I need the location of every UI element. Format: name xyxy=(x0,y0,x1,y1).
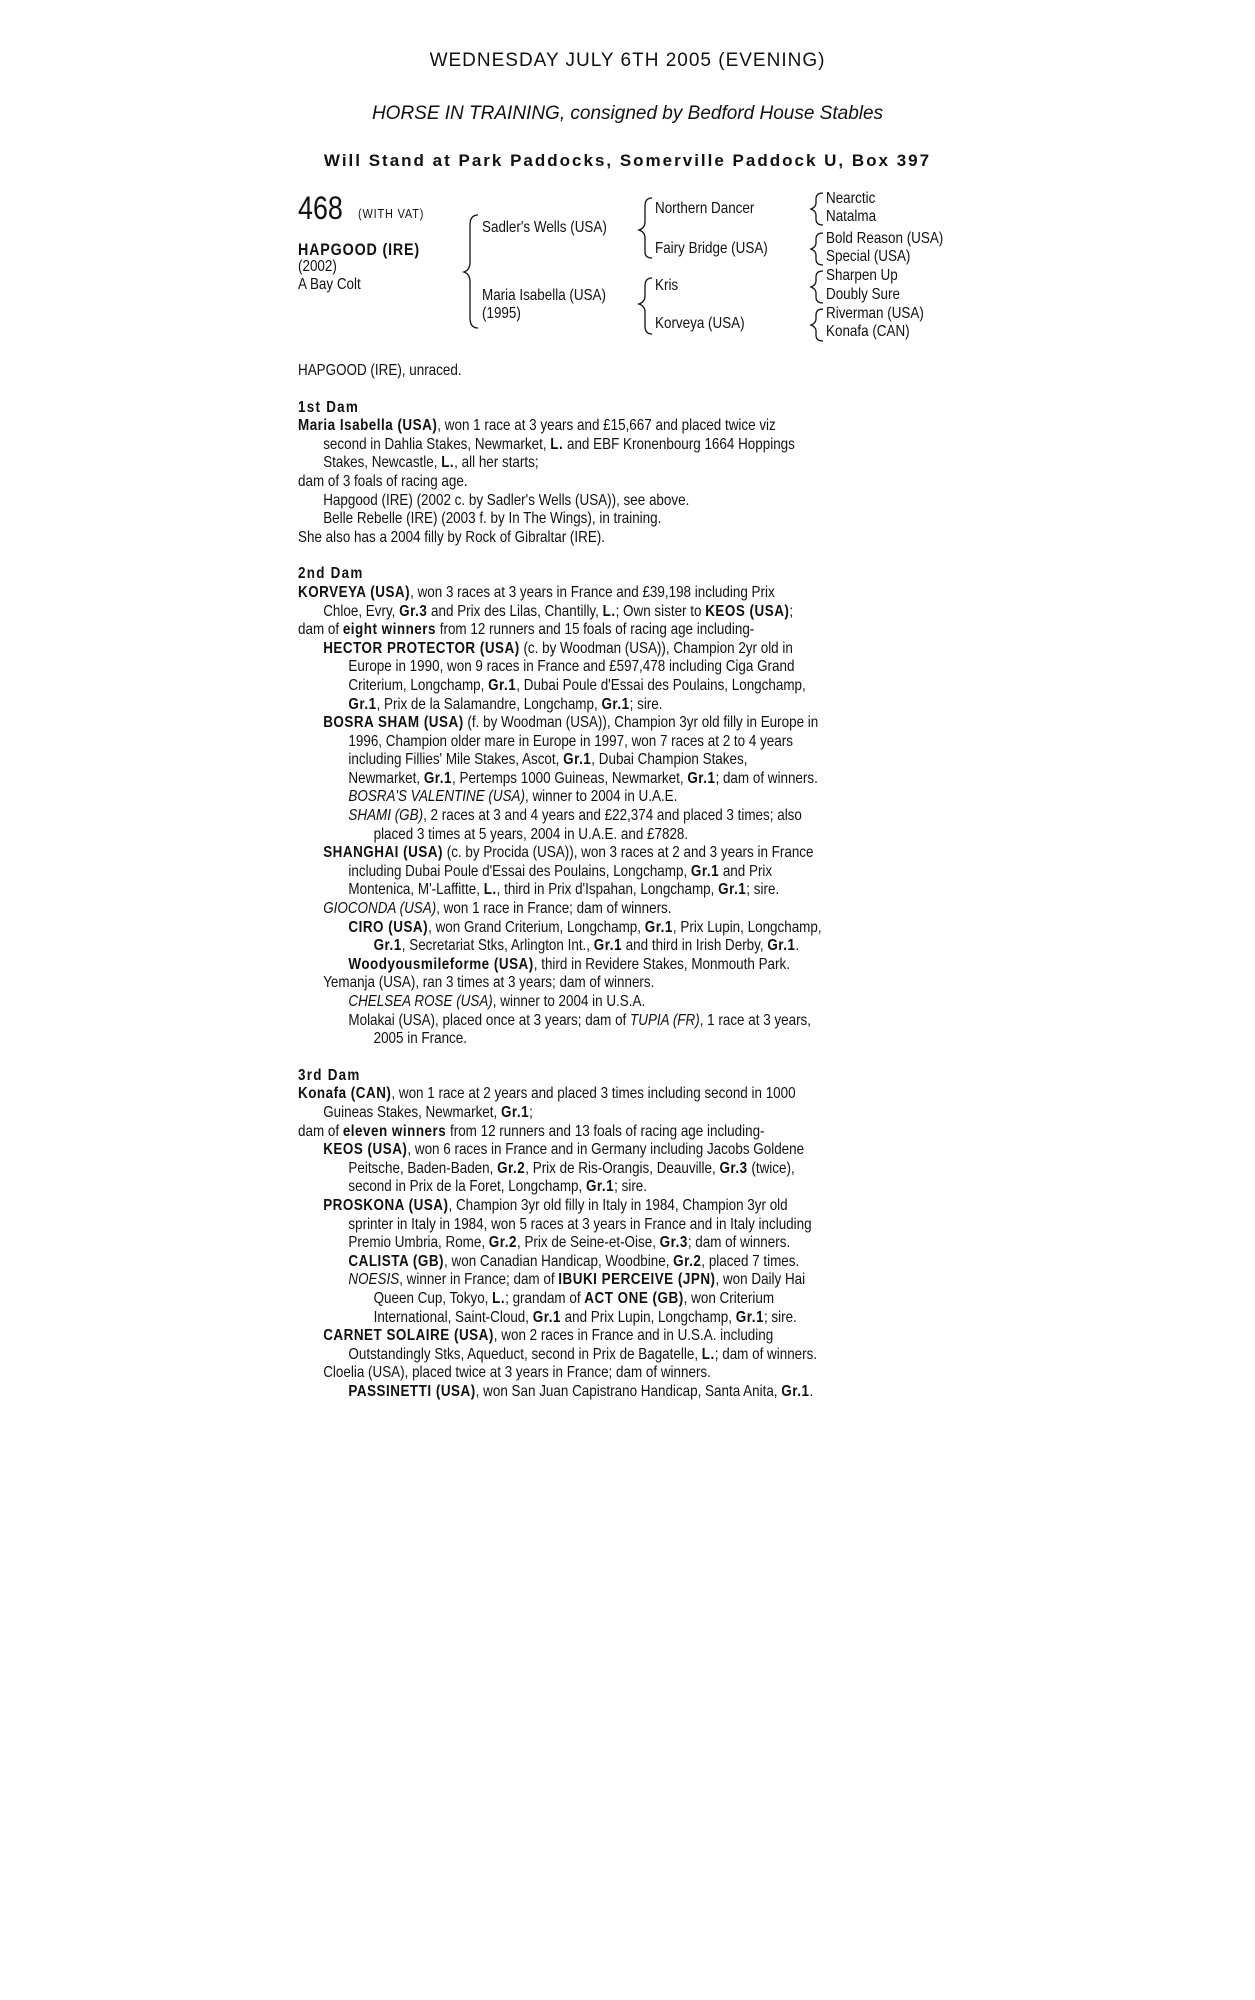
bosras-valentine-line: BOSRA'S VALENTINE (USA), winner to 2004 in U.A.E. xyxy=(348,788,678,806)
pedigree-sd-sire: Bold Reason (USA) xyxy=(826,230,944,247)
molakai-line-1: Molakai (USA), placed once at 3 years; dam of TUPIA (FR), 1 race at 3 years, xyxy=(348,1011,812,1029)
carnet-solaire-line-2: Outstandingly Stks, Aqueduct, second in Prix de Bagatelle, L.; dam of winners. xyxy=(348,1345,818,1363)
second-dam-line-3: dam of eight winners from 12 runners and 15 foals of racing age including- xyxy=(298,621,755,639)
third-dam-heading: 3rd Dam xyxy=(298,1066,361,1084)
first-dam-line-6: Belle Rebelle (IRE) (2003 f. by In The Wings), in training. xyxy=(323,510,662,528)
first-dam-name: Maria Isabella (USA) xyxy=(298,417,438,435)
noesis-line-2: Queen Cup, Tokyo, L.; grandam of ACT ONE (GB), won Criterium xyxy=(373,1289,775,1307)
pedigree-ds-sire: Sharpen Up xyxy=(826,267,898,284)
shanghai-line-2: including Dubai Poule d'Essai des Poulains, Longchamp, Gr.1 and Prix xyxy=(348,862,773,880)
hector-protector-line-3: Criterium, Longchamp, Gr.1, Dubai Poule d'Essai des Poulains, Longchamp, xyxy=(348,676,806,694)
keos-line-3: second in Prix de la Foret, Longchamp, Gr.1; sire. xyxy=(348,1178,648,1196)
noesis-line-3: International, Saint-Cloud, Gr.1 and Prix Lupin, Longchamp, Gr.1; sire. xyxy=(373,1308,797,1326)
shami-line-2: placed 3 times at 5 years, 2004 in U.A.E. and £7828. xyxy=(373,825,689,843)
third-dam-line-2: Guineas Stakes, Newmarket, Gr.1; xyxy=(323,1103,533,1121)
third-dam-line-1: Konafa (CAN), won 1 race at 2 years and placed 3 times including second in 1000 xyxy=(298,1085,796,1103)
proskona-line-1: PROSKONA (USA), Champion 3yr old filly in Italy in 1984, Champion 3yr old xyxy=(323,1196,788,1214)
first-dam-line-2: second in Dahlia Stakes, Newmarket, L. and EBF Kronenbourg 1664 Hoppings xyxy=(323,435,795,453)
hector-protector-line-2: Europe in 1990, won 9 races in France and £597,478 including Ciga Grand xyxy=(348,658,795,676)
first-dam-line-1: Maria Isabella (USA), won 1 race at 3 years and £15,667 and placed twice viz xyxy=(298,417,776,435)
proskona-line-2: sprinter in Italy in 1984, won 5 races at 3 years in France and in Italy including xyxy=(348,1215,812,1233)
bosra-sham-line-2: 1996, Champion older mare in Europe in 1997, won 7 races at 2 to 4 years xyxy=(348,732,793,750)
consignment-line: HORSE IN TRAINING, consigned by Bedford House Stables xyxy=(371,103,884,124)
pedigree-dam-year: (1995) xyxy=(482,305,521,322)
second-dam-heading: 2nd Dam xyxy=(298,565,364,583)
lot-number: 468 xyxy=(298,190,343,226)
first-dam-line-7: She also has a 2004 filly by Rock of Gibraltar (IRE). xyxy=(298,528,606,546)
pedigree-braces xyxy=(0,0,1255,360)
keos-line-1: KEOS (USA), won 6 races in France and in Germany including Jacobs Goldene xyxy=(323,1141,805,1159)
cloelia-line: Cloelia (USA), placed twice at 3 years in France; dam of winners. xyxy=(323,1364,711,1382)
pedigree-dam-sire: Kris xyxy=(655,277,679,294)
first-dam-heading: 1st Dam xyxy=(298,398,360,416)
gioconda-line: GIOCONDA (USA), won 1 race in France; dam of winners. xyxy=(323,900,672,918)
bosra-sham-line-1: BOSRA SHAM (USA) (f. by Woodman (USA)), Champion 3yr old filly in Europe in xyxy=(323,714,819,732)
shanghai-line-1: SHANGHAI (USA) (c. by Procida (USA)), won 3 races at 2 and 3 years in France xyxy=(323,844,814,862)
pedigree-dam-dam: Korveya (USA) xyxy=(655,315,745,332)
pedigree-ss-sire: Nearctic xyxy=(826,190,876,207)
shanghai-line-3: Montenica, M'-Laffitte, L., third in Prix d'Ispahan, Longchamp, Gr.1; sire. xyxy=(348,881,780,899)
second-dam-name: KORVEYA (USA) xyxy=(298,583,411,601)
pedigree-sd-dam: Special (USA) xyxy=(826,248,911,265)
third-dam-line-3: dam of eleven winners from 12 runners and 13 foals of racing age including- xyxy=(298,1122,765,1140)
pedigree-sire-sire: Northern Dancer xyxy=(655,200,755,217)
unraced-note: HAPGOOD (IRE), unraced. xyxy=(298,362,462,379)
proskona-line-3: Premio Umbria, Rome, Gr.2, Prix de Seine-et-Oise, Gr.3; dam of winners. xyxy=(348,1234,791,1252)
first-dam-line-4: dam of 3 foals of racing age. xyxy=(298,472,468,490)
pedigree-dd-sire: Riverman (USA) xyxy=(826,305,924,322)
molakai-line-2: 2005 in France. xyxy=(373,1030,467,1048)
passinetti-line: PASSINETTI (USA), won San Juan Capistrano Handicap, Santa Anita, Gr.1. xyxy=(348,1382,814,1400)
keos-line-2: Peitsche, Baden-Baden, Gr.2, Prix de Ris-Orangis, Deauville, Gr.3 (twice), xyxy=(348,1159,795,1177)
pedigree-dam: Maria Isabella (USA) xyxy=(482,287,606,304)
pedigree-sire-dam: Fairy Bridge (USA) xyxy=(655,240,768,257)
hector-protector-line-1: HECTOR PROTECTOR (USA) (c. by Woodman (USA)), Champion 2yr old in xyxy=(323,639,793,657)
chelsea-rose-line: CHELSEA ROSE (USA), winner to 2004 in U.S.A. xyxy=(348,993,646,1010)
bosra-sham-line-3: including Fillies' Mile Stakes, Ascot, Gr.1, Dubai Champion Stakes, xyxy=(348,751,748,769)
second-dam-line-2: Chloe, Evry, Gr.3 and Prix des Lilas, Chantilly, L.; Own sister to KEOS (USA); xyxy=(323,602,794,620)
noesis-line-1: NOESIS, winner in France; dam of IBUKI PERCEIVE (JPN), won Daily Hai xyxy=(348,1271,806,1289)
stand-location: Will Stand at Park Paddocks, Somerville Paddock U, Box 397 xyxy=(323,151,932,170)
horse-year: (2002) xyxy=(298,258,337,275)
first-dam-line-3: Stakes, Newcastle, L., all her starts; xyxy=(323,454,539,472)
woodyousmileforme-line: Woodyousmileforme (USA), third in Revidere Stakes, Monmouth Park. xyxy=(348,955,790,973)
horse-description: A Bay Colt xyxy=(298,276,361,293)
vat-note: (WITH VAT) xyxy=(358,206,425,221)
pedigree-sire: Sadler's Wells (USA) xyxy=(482,219,607,236)
carnet-solaire-line-1: CARNET SOLAIRE (USA), won 2 races in France and in U.S.A. including xyxy=(323,1327,774,1345)
catalogue-body xyxy=(298,362,941,1401)
calista-line: CALISTA (GB), won Canadian Handicap, Woodbine, Gr.2, placed 7 times. xyxy=(348,1252,800,1270)
bosra-sham-line-4: Newmarket, Gr.1, Pertemps 1000 Guineas, Newmarket, Gr.1; dam of winners. xyxy=(348,769,818,787)
ciro-line-2: Gr.1, Secretariat Stks, Arlington Int., Gr.1 and third in Irish Derby, Gr.1. xyxy=(373,937,800,955)
horse-name: HAPGOOD (IRE) xyxy=(298,240,420,259)
first-dam-line-5: Hapgood (IRE) (2002 c. by Sadler's Wells (USA)), see above. xyxy=(323,491,690,509)
sale-date: WEDNESDAY JULY 6TH 2005 (EVENING) xyxy=(429,50,826,71)
pedigree-ss-dam: Natalma xyxy=(826,208,877,225)
hector-protector-line-4: Gr.1, Prix de la Salamandre, Longchamp, Gr.1; sire. xyxy=(348,695,663,713)
second-dam-line-1: KORVEYA (USA), won 3 races at 3 years in France and £39,198 including Prix xyxy=(298,583,775,601)
yemanja-line: Yemanja (USA), ran 3 times at 3 years; dam of winners. xyxy=(323,974,655,992)
pedigree-dd-dam: Konafa (CAN) xyxy=(826,323,910,340)
ciro-line-1: CIRO (USA), won Grand Criterium, Longchamp, Gr.1, Prix Lupin, Longchamp, xyxy=(348,918,822,936)
shami-line-1: SHAMI (GB), 2 races at 3 and 4 years and £22,374 and placed 3 times; also xyxy=(348,807,802,825)
third-dam-name: Konafa (CAN) xyxy=(298,1085,392,1103)
pedigree-ds-dam: Doubly Sure xyxy=(826,286,900,303)
